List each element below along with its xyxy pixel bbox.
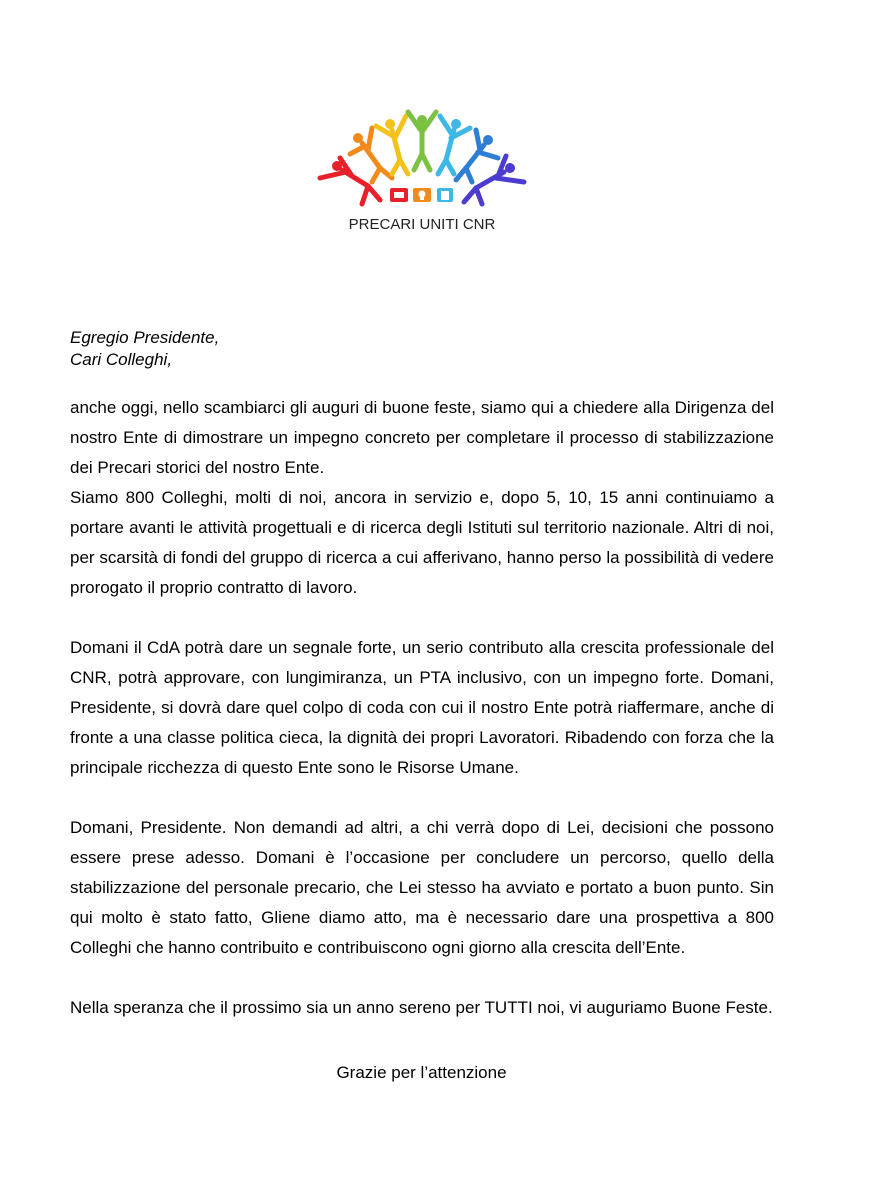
paragraph-5: Nella speranza che il prossimo sia un anno sereno per TUTTI noi, vi auguriamo Buone Feste. <box>70 998 773 1017</box>
closing-line: Grazie per l’attenzione <box>336 1063 507 1082</box>
paragraph-3: Domani il CdA potrà dare un segnale forte, un serio contributo alla crescita professionale del CNR, potrà approvare, con lungimiranza, un PTA inclusivo, con un impegno forte. Domani, Presidente, si dovrà dare quel colpo di coda con cui il nostro Ente potrà riaffermare, anche di fronte a una classe politica cieca, la dignità dei propri Lavoratori. Ribadendo con forza che la principale ricchezza di questo Ente sono le Risorse Umane. <box>70 638 774 777</box>
logo-graphic <box>310 106 534 240</box>
precari-uniti-logo <box>310 106 534 240</box>
salutation <box>70 327 774 371</box>
salutation-line-1: Egregio Presidente, <box>70 328 220 347</box>
logo-tablet-icon <box>437 188 453 202</box>
logo-figure-green <box>408 112 436 170</box>
logo-laptop-icon <box>390 188 408 202</box>
paragraph-4: Domani, Presidente. Non demandi ad altri, a chi verrà dopo di Lei, decisioni che possono essere prese adesso. Domani è l’occasione per concludere un percorso, quello della stabilizzazione del personale precario, che Lei stesso ha avviato e portato a buon punto. Sin qui molto è stato fatto, Gliene diamo atto, ma è necessario dare una prospettiva a 800 Colleghi che hanno contribuito e contribuiscono ogni giorno alla crescita dell’Ente. <box>70 818 774 957</box>
salutation-line-2: Cari Colleghi, <box>70 350 173 369</box>
paragraph-2: Siamo 800 Colleghi, molti di noi, ancora in servizio e, dopo 5, 10, 15 anni continuiamo a portare avanti le attività progettuali e di ricerca degli Istituti sul territorio nazionale. Altri di noi, per scarsità di fondi del gruppo di ricerca a cui afferivano, hanno perso la possibilità di vedere prorogato il proprio contratto di lavoro. <box>70 488 774 597</box>
logo-figure-blue <box>456 130 498 182</box>
letter-body <box>70 327 774 1023</box>
logo-lightbulb-icon <box>413 188 431 202</box>
logo-title: PRECARI UNITI CNR <box>348 216 496 233</box>
paragraph-1: anche oggi, nello scambiarci gli auguri di buone feste, siamo qui a chiedere alla Dirigenza del nostro Ente di dimostrare un impegno concreto per completare il processo di stabilizzazione dei Precari storici del nostro Ente. <box>70 398 774 477</box>
logo-figure-orange <box>350 128 392 182</box>
